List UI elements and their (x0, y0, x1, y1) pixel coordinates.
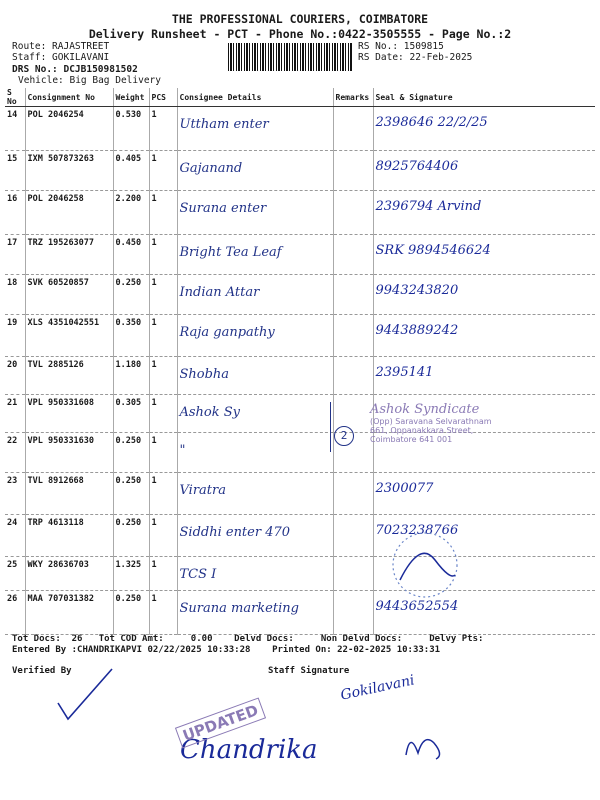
row-pcs: 1 (149, 151, 177, 191)
row-weight: 0.250 (113, 275, 149, 315)
row-sno: 23 (5, 473, 25, 515)
row-weight: 1.180 (113, 357, 149, 395)
row-consignment-no: XLS 4351042551 (25, 315, 113, 357)
table-row (5, 591, 595, 635)
staff-signature-label: Staff Signature (268, 666, 350, 676)
table-row (5, 107, 595, 151)
row-seal: 2396794 Arvind (373, 191, 595, 235)
table-row (5, 275, 595, 315)
staff-label: Staff: GOKILAVANI (12, 52, 110, 63)
staff-signature: Chandrika (180, 735, 318, 765)
row-consignment-no: TVL 8912668 (25, 473, 113, 515)
row-consignment-no: IXM 507873263 (25, 151, 113, 191)
table-row (5, 235, 595, 275)
staff-signature-2: Gokilavani (339, 672, 416, 704)
row-weight: 0.530 (113, 107, 149, 151)
row-remarks (333, 591, 373, 635)
row-sno: 22 (5, 433, 25, 473)
stamp-line2: 661, Oppanakkara Street, (370, 426, 474, 435)
row-sno: 21 (5, 395, 25, 433)
row-sno: 15 (5, 151, 25, 191)
row-weight: 0.305 (113, 395, 149, 433)
row-consignee: Gajanand (177, 151, 333, 191)
row-pcs: 1 (149, 395, 177, 433)
row-remarks (333, 235, 373, 275)
row-weight: 0.350 (113, 315, 149, 357)
row-consignee: Siddhi enter 470 (177, 515, 333, 557)
table-row (5, 515, 595, 557)
row-remarks (333, 357, 373, 395)
row-consignee: Indian Attar (177, 275, 333, 315)
entered-by-line: Entered By :CHANDRIKAPVI 02/22/2025 10:33:28 Printed On: 22-02-2025 10:33:31 (12, 645, 441, 655)
row-remarks (333, 275, 373, 315)
route-label: Route: RAJASTREET (12, 41, 110, 52)
row-seal: 7023238766 (373, 515, 595, 557)
table-row (5, 557, 595, 591)
verified-by-label: Verified By (12, 666, 72, 676)
vehicle-label: Vehicle: Big Bag Delivery (18, 75, 161, 86)
totals-line: Tot Docs: 26 Tot COD Amt: 0.00 Delvd Docs: Non Delvd Docs: Delvy Pts: (12, 634, 484, 644)
row-seal: 8925764406 (373, 151, 595, 191)
row-pcs: 1 (149, 275, 177, 315)
col-weight: Weight (113, 88, 149, 107)
row-consignment-no: VPL 950331608 (25, 395, 113, 433)
stamp-line1: (Opp) Saravana Selvarathnam (370, 417, 492, 426)
col-consignee: Consignee Details (177, 88, 333, 107)
row-weight: 2.200 (113, 191, 149, 235)
row-sno: 18 (5, 275, 25, 315)
row-consignee: Shobha (177, 357, 333, 395)
bracket-mark (296, 402, 331, 452)
row-weight: 0.250 (113, 591, 149, 635)
row-consignment-no: TRZ 195263077 (25, 235, 113, 275)
col-seal: Seal & Signature (373, 88, 595, 107)
row-pcs: 1 (149, 473, 177, 515)
row-consignee: Surana enter (177, 191, 333, 235)
row-consignment-no: TRP 4613118 (25, 515, 113, 557)
row-consignment-no: POL 2046258 (25, 191, 113, 235)
row-pcs: 1 (149, 191, 177, 235)
row-consignee: Uttham enter (177, 107, 333, 151)
circled-number: 2 (334, 426, 354, 446)
col-consignment: Consignment No (25, 88, 113, 107)
document-title: THE PROFESSIONAL COURIERS, COIMBATORE (171, 12, 429, 26)
row-seal: 2398646 22/2/25 (373, 107, 595, 151)
table-row (5, 151, 595, 191)
row-remarks (333, 107, 373, 151)
row-pcs: 1 (149, 591, 177, 635)
row-pcs: 1 (149, 557, 177, 591)
updated-stamp: UPDATED (175, 697, 266, 748)
table-row (5, 191, 595, 235)
row-consignment-no: WKY 28636703 (25, 557, 113, 591)
col-pcs: PCS (149, 88, 177, 107)
barcode-icon (228, 43, 352, 71)
rs-number: RS No.: 1509815 (358, 41, 444, 52)
stamp-name: Ashok Syndicate (370, 402, 480, 417)
row-seal: 9443889242 (373, 315, 595, 357)
row-sno: 25 (5, 557, 25, 591)
row-sno: 19 (5, 315, 25, 357)
row-pcs: 1 (149, 315, 177, 357)
row-weight: 0.250 (113, 473, 149, 515)
row-seal: 2300077 (373, 473, 595, 515)
row-consignee: Ashok Sy (177, 395, 333, 433)
row-pcs: 1 (149, 107, 177, 151)
row-sno: 17 (5, 235, 25, 275)
row-weight: 0.250 (113, 433, 149, 473)
row-pcs: 1 (149, 515, 177, 557)
row-sno: 16 (5, 191, 25, 235)
row-sno: 14 (5, 107, 25, 151)
row-pcs: 1 (149, 433, 177, 473)
row-pcs: 1 (149, 357, 177, 395)
table-row (5, 357, 595, 395)
row-consignment-no: SVK 60520857 (25, 275, 113, 315)
row-sno: 26 (5, 591, 25, 635)
row-weight: 1.325 (113, 557, 149, 591)
table-header-row (5, 88, 595, 107)
row-remarks (333, 151, 373, 191)
row-weight: 0.405 (113, 151, 149, 191)
row-remarks (333, 315, 373, 357)
row-seal: 9443652554 (373, 591, 595, 635)
row-consignee: Raja ganpathy (177, 315, 333, 357)
row-sno: 20 (5, 357, 25, 395)
row-consignment-no: MAA 707031382 (25, 591, 113, 635)
document-subtitle: Delivery Runsheet - PCT - Phone No.:0422-3505555 - Page No.:2 (88, 27, 512, 41)
row-pcs: 1 (149, 235, 177, 275)
row-consignee: Surana marketing (177, 591, 333, 635)
row-sno: 24 (5, 515, 25, 557)
col-remarks: Remarks (333, 88, 373, 107)
drs-number: DRS No.: DCJB150981502 (12, 64, 138, 75)
row-seal: 9943243820 (373, 275, 595, 315)
col-sno: S No (5, 88, 25, 107)
row-remarks (333, 557, 373, 591)
shop-stamp (370, 402, 520, 454)
table-row (5, 473, 595, 515)
stamp-line3: Coimbatore 641 001 (370, 435, 453, 444)
table-row (5, 315, 595, 357)
row-consignee: TCS I (177, 557, 333, 591)
row-consignment-no: VPL 950331630 (25, 433, 113, 473)
signature-scribble-icon-2 (400, 725, 450, 765)
rs-date: RS Date: 22-Feb-2025 (358, 52, 473, 63)
signature-scribble-icon (380, 530, 470, 600)
verified-check-icon (50, 665, 120, 725)
row-consignment-no: TVL 2885126 (25, 357, 113, 395)
row-consignee: Bright Tea Leaf (177, 235, 333, 275)
row-weight: 0.450 (113, 235, 149, 275)
row-seal: 2395141 (373, 357, 595, 395)
row-consignee: " (177, 433, 333, 473)
row-remarks (333, 515, 373, 557)
runsheet-table (5, 88, 595, 635)
row-remarks (333, 473, 373, 515)
row-seal: SRK 9894546624 (373, 235, 595, 275)
row-consignment-no: POL 2046254 (25, 107, 113, 151)
row-weight: 0.250 (113, 515, 149, 557)
row-consignee: Viratra (177, 473, 333, 515)
row-remarks (333, 191, 373, 235)
